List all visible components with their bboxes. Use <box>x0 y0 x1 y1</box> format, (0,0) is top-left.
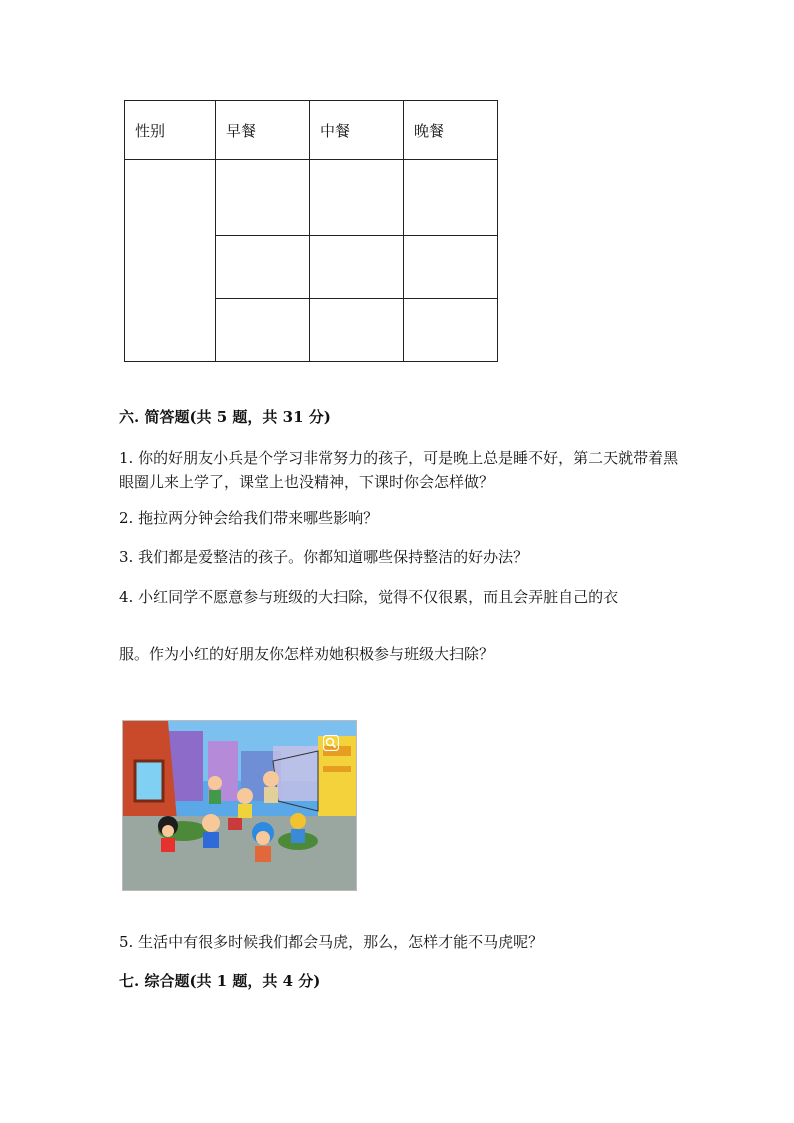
question-4-line-2: 服。作为小红的好朋友你怎样劝她积极参与班级大扫除？ <box>119 645 495 663</box>
zoom-icon[interactable] <box>323 735 339 751</box>
section-6-title: 六. 简答题(共 5 题，共 31 分) <box>119 408 331 426</box>
gender-cell <box>125 160 216 362</box>
header-dinner: 晚餐 <box>404 101 498 160</box>
section-7-title: 七. 综合题(共 1 题，共 4 分) <box>119 972 321 990</box>
meal-table <box>124 100 498 362</box>
table-cell <box>310 236 404 299</box>
table-cell <box>404 299 498 362</box>
header-gender: 性别 <box>125 101 216 160</box>
header-breakfast: 早餐 <box>216 101 310 160</box>
table-cell <box>404 160 498 236</box>
table-row <box>125 160 498 236</box>
table-cell <box>310 299 404 362</box>
question-4-line-1: 4. 小红同学不愿意参与班级的大扫除，觉得不仅很累，而且会弄脏自己的衣 <box>119 588 619 606</box>
table-header-row <box>125 101 498 160</box>
table-cell <box>216 160 310 236</box>
table-cell <box>216 299 310 362</box>
table-cell <box>404 236 498 299</box>
question-1: 1. 你的好朋友小兵是个学习非常努力的孩子，可是晚上总是睡不好，第二天就带着黑眼圈儿来上学了，课堂上也没精神，下课时你会怎样做？ <box>119 449 679 491</box>
table-cell <box>310 160 404 236</box>
table-cell <box>216 236 310 299</box>
question-2: 2. 拖拉两分钟会给我们带来哪些影响？ <box>119 509 379 527</box>
question-5: 5. 生活中有很多时候我们都会马虎，那么，怎样才能不马虎呢？ <box>119 933 544 951</box>
header-lunch: 中餐 <box>310 101 404 160</box>
cleaning-cartoon-image <box>122 720 357 891</box>
question-3: 3. 我们都是爱整洁的孩子。你都知道哪些保持整洁的好办法？ <box>119 548 529 566</box>
